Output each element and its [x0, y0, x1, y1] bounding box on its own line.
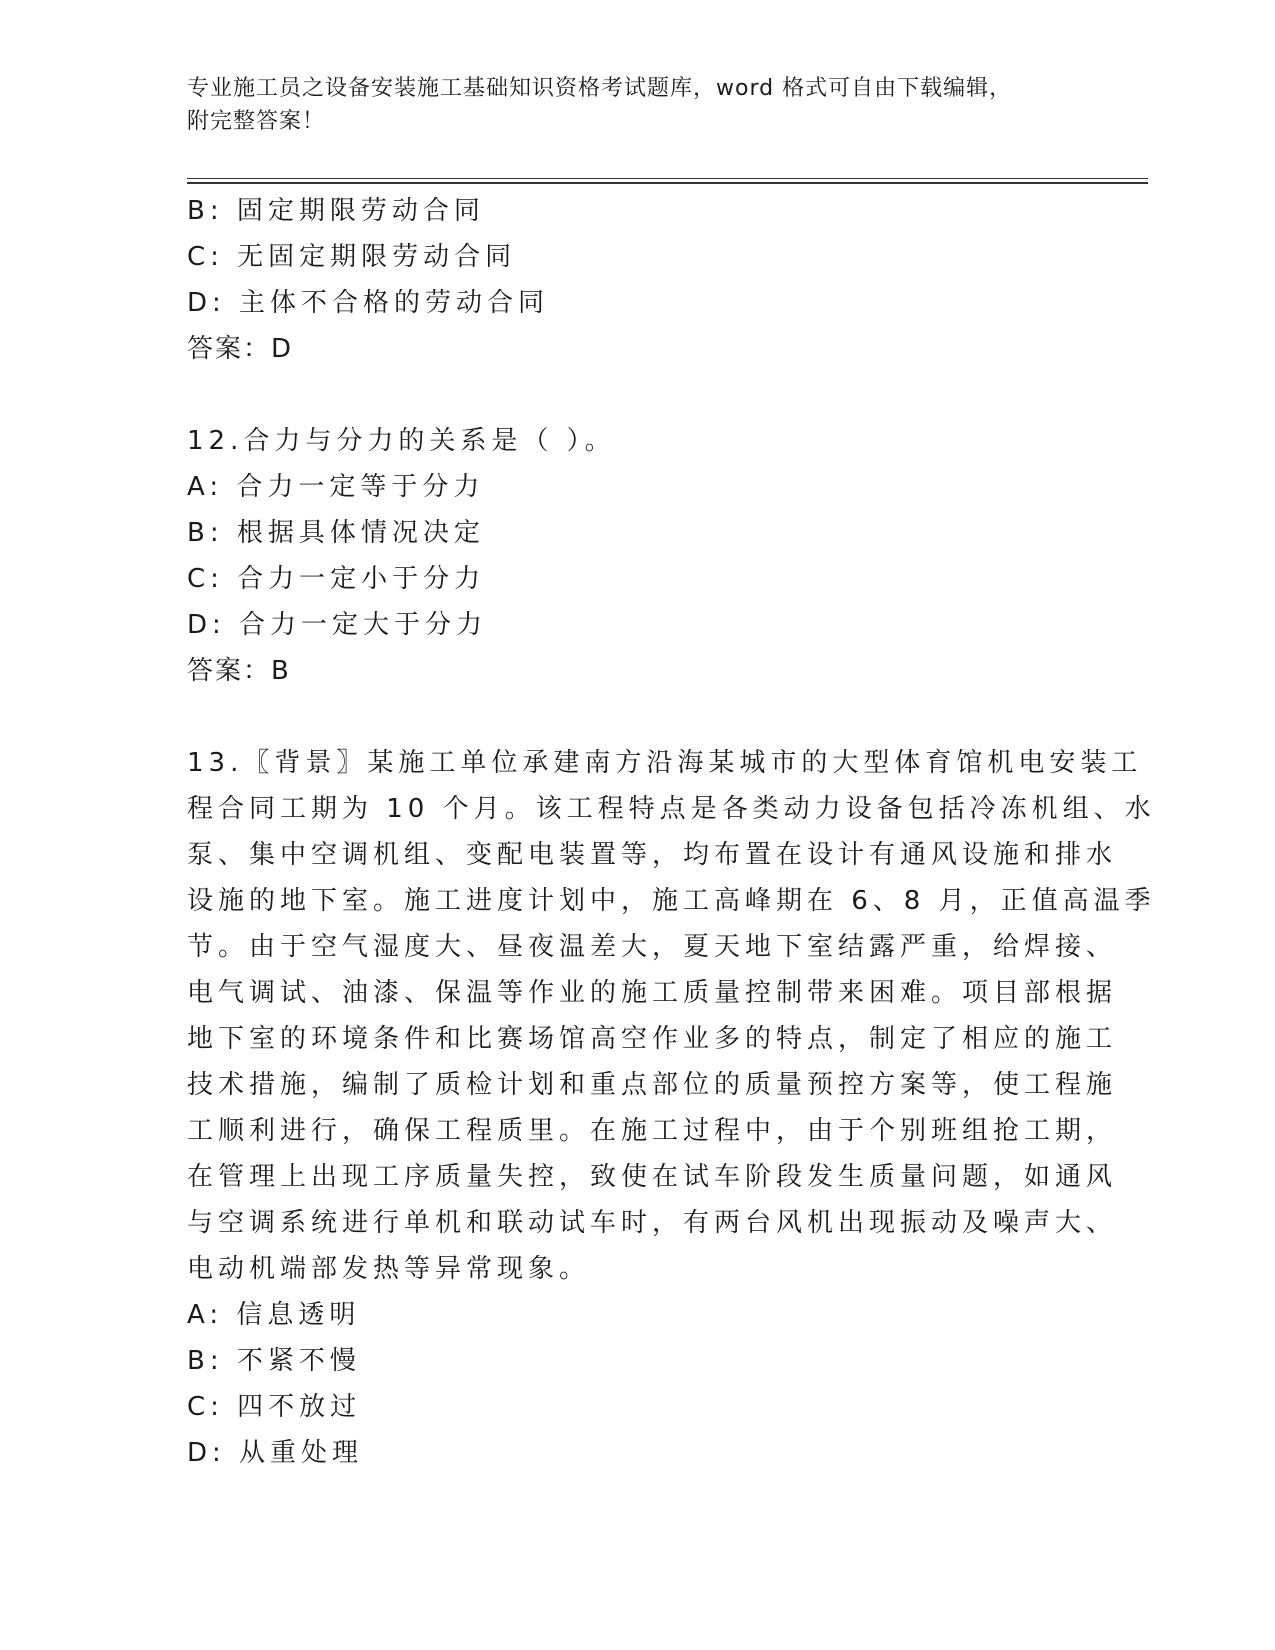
stem-line: 节。由于空气湿度大、昼夜温差大，夏天地下室结露严重，给焊接、 — [187, 932, 1118, 962]
stem-line: 13.〖背景〗某施工单位承建南方沿海某城市的大型体育馆机电安装工 — [187, 748, 1143, 778]
question-12-block — [187, 418, 1087, 694]
answer-line: 答案：B — [187, 656, 291, 686]
option-d: D: 从重处理 — [187, 1438, 364, 1468]
option-c: C: 四不放过 — [187, 1392, 362, 1422]
spacer — [187, 372, 1087, 418]
header-divider-thick — [187, 182, 1148, 184]
option-a: A: 信息透明 — [187, 1300, 361, 1330]
option-c: C: 无固定期限劳动合同 — [187, 242, 517, 272]
stem-line: 电动机端部发热等异常现象。 — [187, 1254, 591, 1284]
stem-line: 泵、集中空调机组、变配电装置等，均布置在设计有通风设施和排水 — [187, 840, 1118, 870]
question-13-block — [187, 740, 1156, 1476]
question-stem — [187, 740, 1156, 1292]
option-c: C: 合力一定小于分力 — [187, 564, 486, 594]
stem-line: 技术措施，编制了质检计划和重点部位的质量预控方案等，使工程施 — [187, 1070, 1118, 1100]
header-line-1: 专业施工员之设备安装施工基础知识资格考试题库，word 格式可自由下载编辑， — [187, 76, 1013, 101]
stem-line: 电气调试、油漆、保温等作业的施工质量控制带来困难。项目部根据 — [187, 978, 1118, 1008]
document-header — [187, 72, 1067, 138]
header-line-2: 附完整答案！ — [187, 109, 326, 134]
spacer — [187, 694, 1087, 740]
option-b: B: 固定期限劳动合同 — [187, 196, 485, 226]
stem-line: 在管理上出现工序质量失控，致使在试车阶段发生质量问题，如通风 — [187, 1162, 1118, 1192]
option-b: B: 根据具体情况决定 — [187, 518, 485, 548]
stem-line: 工顺利进行，确保工程质里。在施工过程中，由于个别班组抢工期， — [187, 1116, 1118, 1146]
document-body — [187, 188, 1156, 1476]
stem-line: 与空调系统进行单机和联动试车时，有两台风机出现振动及噪声大、 — [187, 1208, 1118, 1238]
question-stem: 12.合力与分力的关系是（ ）。 — [187, 426, 616, 456]
stem-line: 程合同工期为 10 个月。该工程特点是各类动力设备包括冷冻机组、水 — [187, 794, 1156, 824]
option-b: B: 不紧不慢 — [187, 1346, 361, 1376]
stem-line: 地下室的环境条件和比赛场馆高空作业多的特点，制定了相应的施工 — [187, 1024, 1118, 1054]
header-divider-thin — [187, 178, 1148, 179]
option-d: D: 合力一定大于分力 — [187, 610, 488, 640]
option-a: A: 合力一定等于分力 — [187, 472, 485, 502]
question-11-block — [187, 188, 1087, 372]
answer-line: 答案：D — [187, 334, 294, 364]
stem-line: 设施的地下室。施工进度计划中，施工高峰期在 6、8 月，正值高温季 — [187, 886, 1156, 916]
option-d: D: 主体不合格的劳动合同 — [187, 288, 550, 318]
